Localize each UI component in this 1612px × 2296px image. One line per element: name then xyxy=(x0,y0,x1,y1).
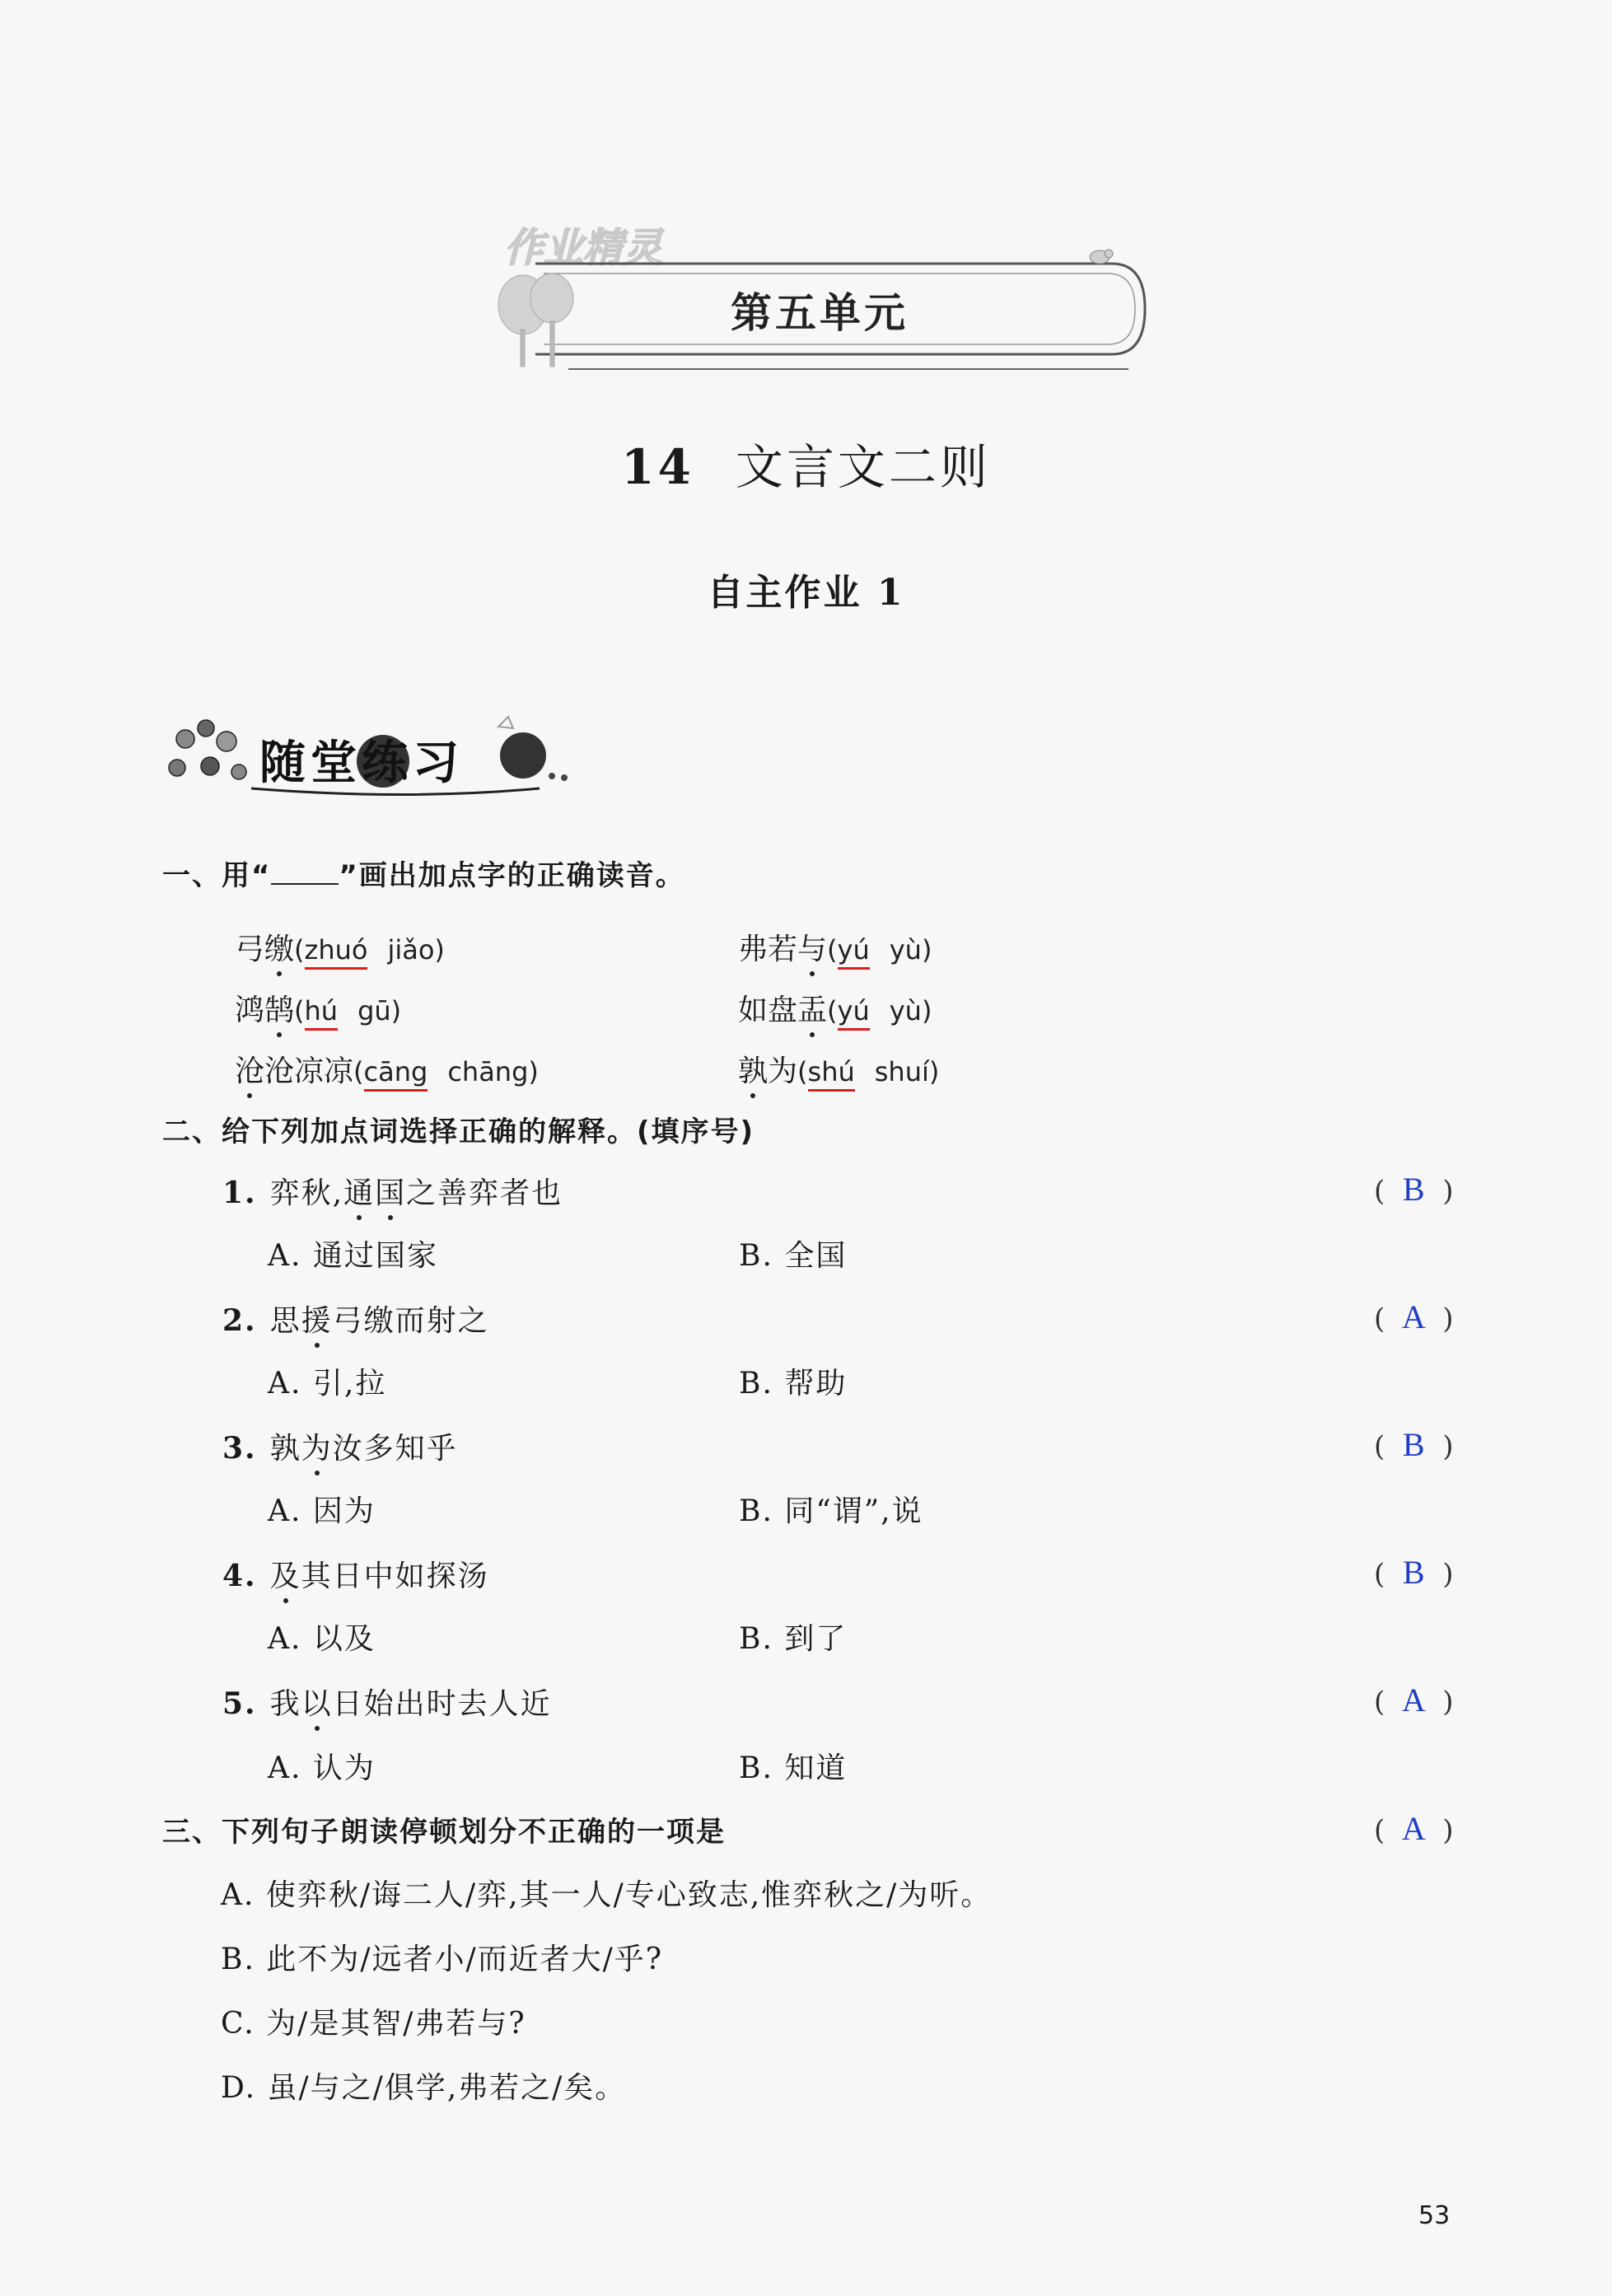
other-pinyin: yù xyxy=(889,934,922,966)
q1-heading-prefix: 一、用“ xyxy=(162,859,272,892)
other-pinyin: yù xyxy=(889,995,922,1026)
q2-item: 2. 思援弓缴而射之 xyxy=(222,1303,489,1338)
paren-open: ( xyxy=(1374,1814,1385,1847)
paren-close: ) xyxy=(1442,1430,1454,1463)
q2-item: 4. 及其日中如探汤 xyxy=(222,1559,489,1593)
q1-heading-suffix: ”画出加点字的正确读音。 xyxy=(339,859,685,892)
other-pinyin: shuí xyxy=(874,1056,929,1087)
paren-close: ) xyxy=(1442,1686,1454,1718)
correct-pinyin: shú xyxy=(808,1056,855,1092)
answer-value: B xyxy=(1402,1171,1425,1208)
answer-value: B xyxy=(1402,1554,1425,1591)
unit-banner xyxy=(486,247,1153,379)
item-number: 5. xyxy=(222,1686,257,1721)
answer-value: A xyxy=(1401,1681,1426,1718)
option-a: A. 通过国家 xyxy=(268,1239,438,1273)
question-2-heading: 二、给下列加点词选择正确的解释。(填序号) xyxy=(162,1115,755,1148)
answer-box xyxy=(1374,1170,1454,1209)
other-pinyin: gū xyxy=(357,995,391,1026)
q2-item: 5. 我以日始出时去人近 xyxy=(222,1686,552,1721)
pinyin-item: 沧沧凉凉(cāng chāng) xyxy=(235,1048,539,1090)
paren-close: ) xyxy=(1442,1814,1454,1847)
paren-open: ( xyxy=(1374,1302,1385,1335)
option-b: B. 知道 xyxy=(739,1751,848,1785)
pinyin-item: 弗若与(yú yù) xyxy=(738,926,932,968)
option-a: A. 因为 xyxy=(268,1494,376,1528)
item-number: 3. xyxy=(222,1431,257,1466)
watermark-logo: 作业精灵 xyxy=(504,225,663,271)
homework-title: 自主作业 1 xyxy=(707,572,905,614)
answer-box xyxy=(1374,1425,1454,1464)
pinyin-item: 鸿鹄(hú gū) xyxy=(235,987,401,1029)
question-1-heading xyxy=(162,853,685,893)
correct-pinyin: cāng xyxy=(364,1056,428,1092)
lesson-number: 14 xyxy=(621,439,694,495)
lesson-title xyxy=(0,428,1612,498)
answer-box xyxy=(1374,1809,1454,1848)
question-3-heading: 三、下列句子朗读停顿划分不正确的一项是 xyxy=(162,1816,726,1849)
pinyin-item: 孰为(shú shuí) xyxy=(738,1048,939,1090)
unit-title: 第五单元 xyxy=(731,289,909,337)
page-number: 53 xyxy=(1418,2201,1451,2230)
paren-close: ) xyxy=(1442,1558,1454,1591)
other-pinyin: chāng xyxy=(447,1056,529,1087)
other-pinyin: jiǎo xyxy=(387,934,435,966)
correct-pinyin: yú xyxy=(838,934,870,970)
q2-item: 1. 弈秋,通国之善弈者也 xyxy=(222,1176,563,1210)
option-b: B. 到了 xyxy=(739,1622,848,1656)
item-number: 1. xyxy=(222,1176,257,1210)
q3-choice-b: B. 此不为/远者小/而近者大/乎? xyxy=(221,1943,664,1976)
answer-value: B xyxy=(1402,1426,1425,1463)
option-a: A. 引,拉 xyxy=(268,1367,387,1401)
lesson-name: 文言文二则 xyxy=(735,439,991,495)
option-b: B. 同“谓”,说 xyxy=(739,1494,923,1528)
option-a: A. 认为 xyxy=(268,1751,376,1785)
option-a: A. 以及 xyxy=(268,1622,376,1656)
underline-sample xyxy=(271,863,339,885)
answer-box xyxy=(1374,1298,1454,1336)
answer-box xyxy=(1374,1681,1454,1719)
pinyin-item: 如盘盂(yú yù) xyxy=(738,987,932,1029)
bird-icon xyxy=(1090,250,1113,264)
paren-open: ( xyxy=(1374,1558,1385,1591)
paren-open: ( xyxy=(1374,1175,1385,1208)
paren-close: ) xyxy=(1442,1302,1454,1335)
item-number: 4. xyxy=(222,1559,257,1593)
answer-value: A xyxy=(1401,1298,1426,1335)
correct-pinyin: yú xyxy=(838,995,870,1031)
pinyin-item: 弓缴(zhuó jiǎo) xyxy=(235,926,445,968)
option-b: B. 帮助 xyxy=(739,1367,848,1401)
answer-value: A xyxy=(1401,1810,1426,1847)
paren-open: ( xyxy=(1374,1686,1385,1718)
q2-item: 3. 孰为汝多知乎 xyxy=(222,1431,458,1466)
section-header-label: 随堂练习 xyxy=(259,736,464,790)
item-number: 2. xyxy=(222,1303,257,1338)
q3-choice-a: A. 使弈秋/诲二人/弈,其一人/专心致志,惟弈秋之/为听。 xyxy=(221,1878,993,1912)
correct-pinyin: zhuó xyxy=(305,934,368,970)
correct-pinyin: hú xyxy=(305,995,339,1031)
q3-choice-d: D. 虽/与之/俱学,弗若之/矣。 xyxy=(221,2071,627,2105)
q3-choice-c: C. 为/是其智/弗若与? xyxy=(221,2007,526,2041)
section-header xyxy=(161,710,572,801)
option-b: B. 全国 xyxy=(739,1239,848,1273)
paren-close: ) xyxy=(1442,1175,1454,1208)
answer-box xyxy=(1374,1553,1454,1592)
paren-open: ( xyxy=(1374,1430,1385,1463)
